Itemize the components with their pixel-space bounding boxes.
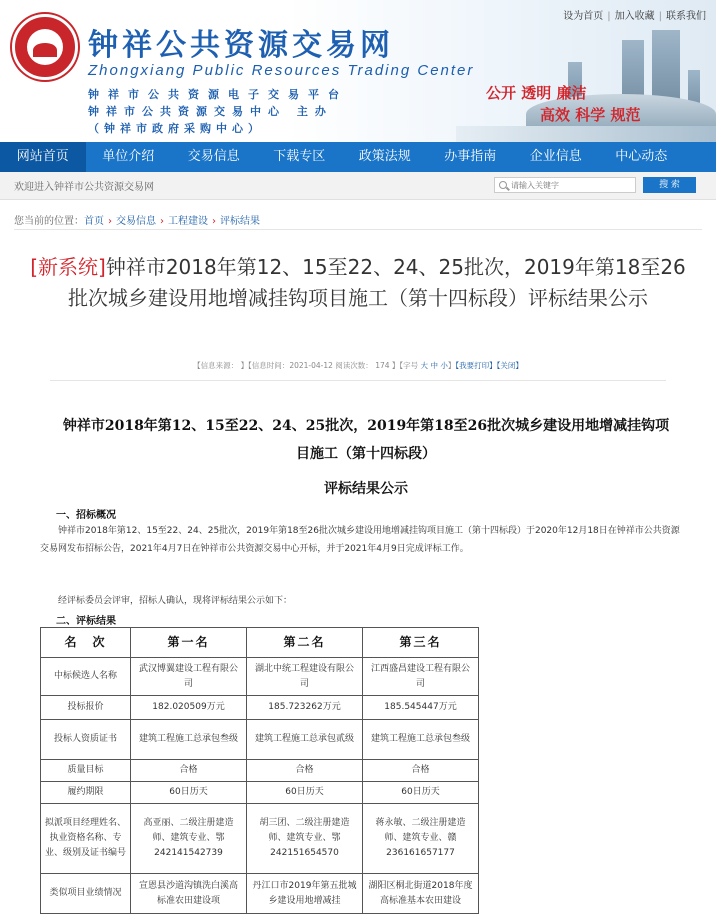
meta-source-label: 【信息来源： [193,361,239,370]
article-title-text: 钟祥市2018年第12、15至22、24、25批次，2019年第18至26批次城乡建设用地增减挂钩项目施工（第十四标段）评标结果公示 [68,255,686,310]
table-cell: 湖北中统工程建设有限公司 [247,658,363,696]
slogan-1: 公开 透明 廉洁 [486,84,587,102]
divider [50,380,666,381]
table-cell: 60日历天 [247,782,363,804]
site-header [0,0,716,142]
table-cell: 高亚丽、二级注册建造师、建筑专业、鄂242141542739 [131,804,247,874]
nav-news[interactable]: 中心动态 [615,149,668,164]
row-label: 拟派项目经理姓名、执业资格名称、专业、级别及证书编号 [41,804,131,874]
table-row [41,782,479,804]
table-cell: 182.020509万元 [131,696,247,720]
breadcrumb-trading-info[interactable]: 交易信息 [116,216,156,227]
table-cell: 胡三团、二级注册建造师、建筑专业、鄂242151654570 [247,804,363,874]
welcome-text: 欢迎进入钟祥市公共资源交易网 [14,182,154,193]
top-links: 设为首页 | 加入收藏 | 联系我们 [563,11,706,22]
font-small-link[interactable]: 小 [440,361,448,370]
table-row [41,658,479,696]
table-row [41,760,479,782]
site-title: 钟祥公共资源交易网 [88,28,394,63]
nav-policies[interactable]: 政策法规 [358,149,411,164]
nav-trading-info[interactable]: 交易信息 [187,149,240,164]
meta-date: 2021-04-12 [289,361,333,370]
font-large-link[interactable]: 大 [420,361,429,370]
add-favorite-link[interactable]: 加入收藏 [614,11,655,22]
overview-paragraph: 钟祥市2018年第12、15至22、24、25批次，2019年第18至26批次城乡建设用地增减挂钩项目施工（第十四标段）于2020年12月18日在钟祥市公共资源交易网发布招标公告，2021年4月7日在钟祥市公共资源交易中心开标，并于2021年4月9日完成评标工作。 [40,526,680,554]
row-label: 投标报价 [41,696,131,720]
row-label: 投标人资质证书 [41,720,131,760]
section-results-heading: 二、评标结果 [56,616,116,627]
table-cell: 蒋永敏、二级注册建造师、建筑专业、赣236161657177 [363,804,479,874]
table-header-cell: 第三名 [363,628,479,658]
nav-downloads[interactable]: 下载专区 [273,149,326,164]
contact-us-link[interactable]: 联系我们 [666,11,706,22]
welcome-bar [0,172,716,200]
nav-home[interactable]: 网站首页 [0,142,86,172]
slogan-2: 高效 科学 规范 [540,106,641,124]
breadcrumb-prefix: 您当前的位置： [14,216,84,227]
search-input[interactable] [511,179,631,191]
font-medium-link[interactable]: 中 [430,361,438,370]
table-header-row [41,628,479,658]
meta-views-label: 阅读次数： [335,361,373,370]
breadcrumb-engineering[interactable]: 工程建设 [168,216,208,227]
table-row [41,804,479,874]
breadcrumb: 您当前的位置：首页 › 交易信息 › 工程建设 › 评标结果 [14,216,260,227]
table-cell: 合格 [247,760,363,782]
row-label: 中标候选人名称 [41,658,131,696]
table-header-cell: 第一名 [131,628,247,658]
section-overview-heading: 一、招标概况 [56,510,116,521]
content-title: 钟祥市2018年第12、15至22、24、25批次，2019年第18至26批次城乡建设用地增减挂钩项目施工（第十四标段） [62,418,670,462]
main-nav [0,142,716,172]
table-cell: 185.723262万元 [247,696,363,720]
table-cell: 建筑工程施工总承包贰级 [247,720,363,760]
search-box [494,177,636,193]
review-paragraph: 经评标委员会评审，招标人确认，现将评标结果公示如下： [58,596,293,606]
row-label: 履约期限 [41,782,131,804]
table-cell: 宣恩县沙道沟镇洗白溪高标准农田建设项 [131,874,247,914]
table-cell: 60日历天 [363,782,479,804]
print-link[interactable]: 【我要打印】 [455,361,497,370]
table-cell: 合格 [363,760,479,782]
table-cell: 武汉博翼建设工程有限公司 [131,658,247,696]
results-table [40,627,479,914]
table-cell: 江西盛昌建设工程有限公司 [363,658,479,696]
set-homepage-link[interactable]: 设为首页 [563,11,604,22]
new-system-tag: [新系统] [30,255,106,279]
article-title [30,252,686,314]
close-link[interactable]: 【关闭】 [496,361,523,370]
table-cell: 合格 [131,760,247,782]
site-title-en: Zhongxiang Public Resources Trading Center [88,62,475,79]
table-row [41,720,479,760]
content-subtitle: 评标结果公示 [324,481,408,497]
breadcrumb-bid-results[interactable]: 评标结果 [220,216,260,227]
meta-views-count: 174 [375,361,390,370]
article-meta: 【信息来源： 】【信息时间：2021-04-12 阅读次数： 174 】【字号 大 中 小】【我要打印】【关闭】 [193,361,523,370]
table-cell: 建筑工程施工总承包叁级 [363,720,479,760]
nav-enterprise[interactable]: 企业信息 [529,149,582,164]
table-cell: 185.545447万元 [363,696,479,720]
nav-guide[interactable]: 办事指南 [444,149,497,164]
site-logo[interactable] [12,14,78,80]
row-label: 类似项目业绩情况 [41,874,131,914]
breadcrumb-home[interactable]: 首页 [84,216,104,227]
nav-about[interactable]: 单位介绍 [102,149,155,164]
table-cell: 60日历天 [131,782,247,804]
subtitle-platform: 钟祥市公共资源电子交易平台 [88,88,348,101]
subtitle-host: 钟祥市公共资源交易中心 主办 [88,105,333,118]
search-icon [499,181,507,189]
table-header-cell: 第二名 [247,628,363,658]
subtitle-procurement: （钟祥市政府采购中心） [88,122,264,135]
table-cell: 湖阳区桐北街道2018年度高标准基本农田建设 [363,874,479,914]
divider [14,229,702,230]
search-button[interactable]: 搜 索 [643,177,696,193]
row-label: 质量目标 [41,760,131,782]
table-header-cell: 名 次 [41,628,131,658]
table-row [41,874,479,914]
meta-time-label: 】【信息时间： [240,361,290,370]
table-cell: 建筑工程施工总承包叁级 [131,720,247,760]
table-cell: 丹江口市2019年第五批城乡建设用地增减挂 [247,874,363,914]
table-row [41,696,479,720]
meta-font-label: 】【字号 [391,361,419,370]
